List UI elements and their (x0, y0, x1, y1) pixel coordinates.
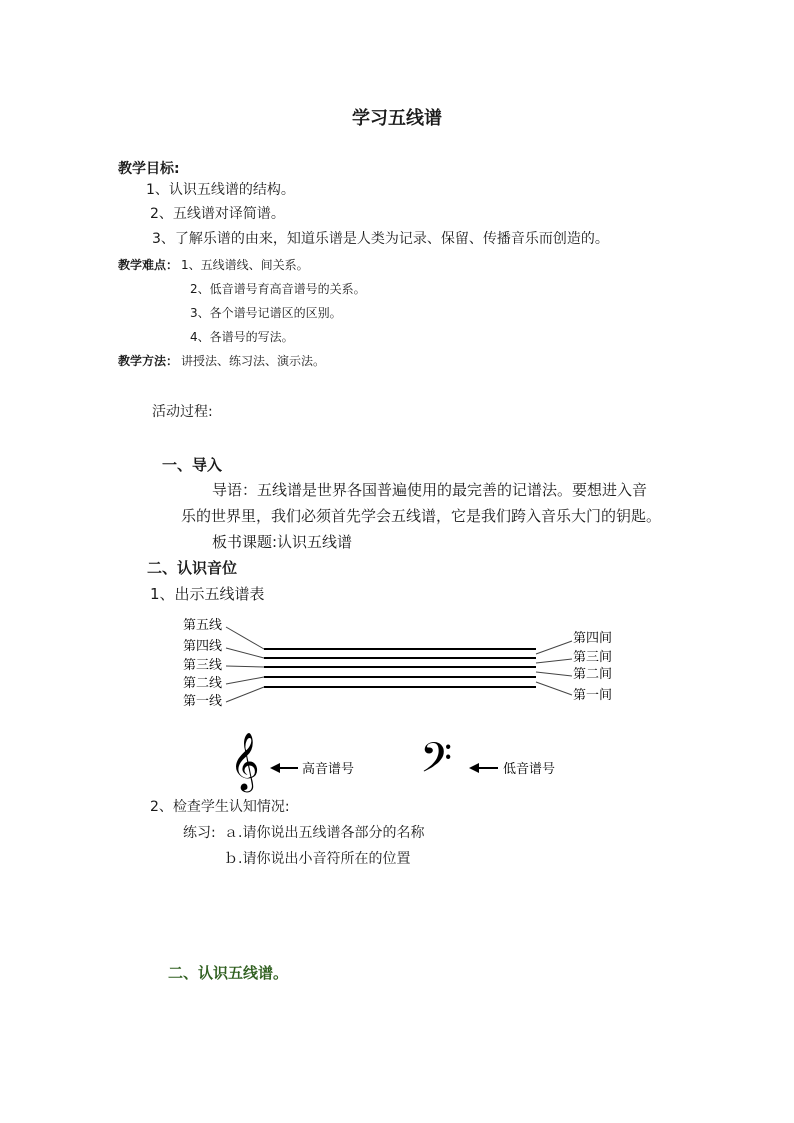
section1-para-line1: 导语：五线谱是世界各国普遍使用的最完善的记谱法。要想进入音 (212, 481, 648, 499)
section2-item1: 1、出示五线谱表 (150, 585, 265, 603)
difficulty-item: 4、各谱号的写法。 (190, 330, 294, 344)
difficulties-heading: 教学难点： (118, 258, 179, 272)
leader-line (226, 666, 264, 667)
staff-left-label: 第五线 (183, 618, 223, 633)
objectives-heading: 教学目标: (118, 161, 180, 177)
staff-left-label: 第四线 (183, 639, 223, 654)
objective-item: 2、五线谱对译简谱。 (150, 206, 285, 222)
process-label: 活动过程: (152, 404, 213, 420)
staff-right-label: 第一间 (573, 688, 613, 703)
practice-label: 练习: (183, 825, 216, 841)
staff-right-label: 第三间 (573, 650, 613, 665)
section1-board: 板书课题:认识五线谱 (212, 533, 353, 551)
section1-para-line2: 乐的世界里，我们必须首先学会五线谱，它是我们跨入音乐大门的钥匙。 (181, 507, 662, 525)
objective-item: 1、认识五线谱的结构。 (146, 182, 295, 198)
difficulty-item: 1、五线谱线、间关系。 (181, 258, 309, 272)
leader-line (536, 672, 572, 676)
leader-line (226, 677, 264, 684)
staff-left-label: 第三线 (183, 658, 223, 673)
section3-heading: 二、认识五线谱。 (168, 964, 289, 982)
practice-item-a: ａ.请你说出五线谱各部分的名称 (224, 825, 425, 841)
section2-heading: 二、认识音位 (147, 559, 238, 577)
arrow-head (270, 763, 280, 773)
difficulty-item: 3、各个谱号记谱区的区别。 (190, 306, 342, 320)
practice-item-b: ｂ.请你说出小音符所在的位置 (224, 851, 411, 867)
leader-line (536, 682, 572, 695)
page-title: 学习五线谱 (352, 108, 442, 129)
treble-clef-icon: 𝄞 (230, 732, 260, 790)
leader-line (226, 627, 264, 649)
section1-heading: 一、导入 (162, 456, 223, 474)
section2-item2: 2、检查学生认知情况: (150, 799, 290, 815)
leader-line (226, 687, 264, 702)
methods-heading: 教学方法： (118, 354, 179, 368)
bass-clef-label: 低音谱号 (503, 762, 556, 777)
leader-line (226, 648, 264, 658)
objective-item: 3、了解乐谱的由来，知道乐谱是人类为记录、保留、传播音乐而创造的。 (152, 231, 609, 247)
staff-right-label: 第二间 (573, 667, 613, 682)
difficulty-item: 2、低音谱号育高音谱号的关系。 (190, 282, 366, 296)
leader-line (536, 659, 572, 663)
methods-text: 讲授法、练习法、演示法。 (181, 354, 326, 368)
treble-clef-label: 高音谱号 (302, 762, 355, 777)
leader-line (536, 641, 572, 654)
bass-clef-icon: 𝄢 (420, 734, 453, 792)
staff-right-label: 第四间 (573, 631, 613, 646)
arrow-head (469, 763, 479, 773)
staff-left-label: 第一线 (183, 694, 223, 709)
staff-left-label: 第二线 (183, 676, 223, 691)
